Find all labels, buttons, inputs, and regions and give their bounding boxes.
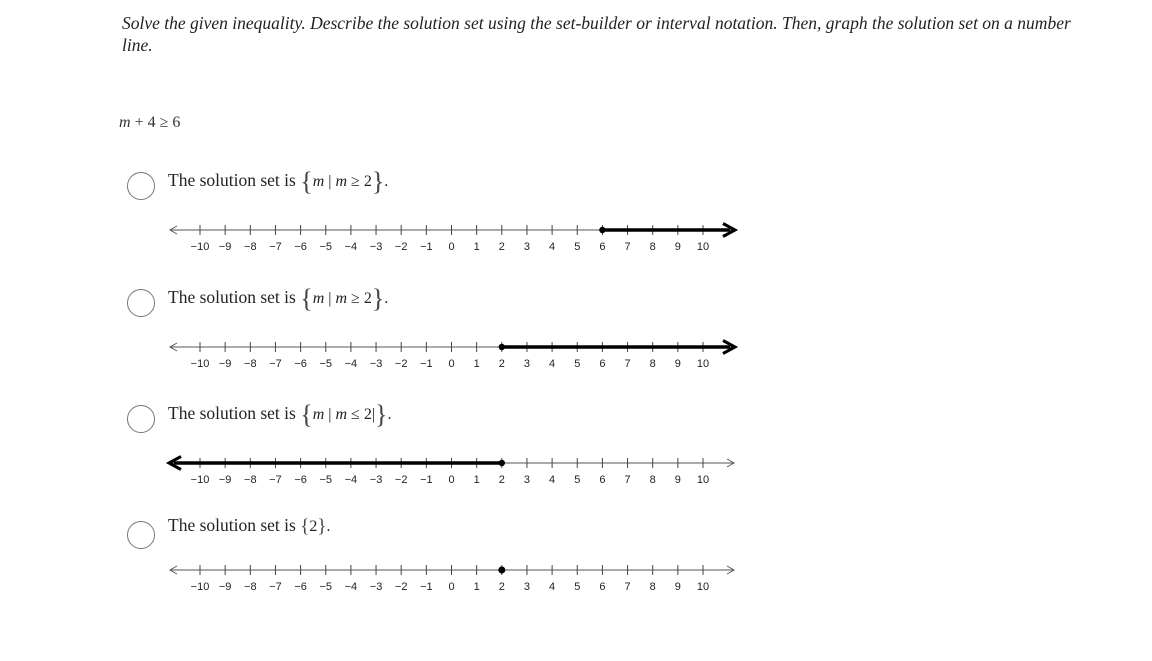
set-close-brace: } (371, 284, 385, 313)
tick-label: −8 (244, 358, 257, 370)
tick-label: −7 (269, 581, 282, 593)
tick-label: −7 (269, 358, 282, 370)
tick-label: 5 (574, 581, 581, 593)
radio-option-2[interactable] (127, 289, 155, 317)
tick-label: −10 (190, 358, 210, 370)
tick-label: 8 (649, 241, 656, 253)
tick-label: 4 (549, 581, 556, 593)
option-2-set (300, 284, 389, 313)
set-tail: . (326, 518, 331, 535)
tick-label: 5 (574, 358, 581, 370)
tick-label: −5 (319, 241, 333, 253)
set-bar: | (324, 290, 336, 307)
answer-option-2 (0, 283, 1152, 393)
tick-label: 10 (696, 474, 710, 486)
tick-label: 10 (696, 581, 710, 593)
set-var2: m (335, 290, 348, 307)
tick-label: 6 (599, 241, 606, 253)
radio-option-4[interactable] (127, 521, 155, 549)
solution-endpoint (499, 344, 505, 350)
tick-label: −3 (369, 241, 383, 253)
option-4-set (300, 518, 330, 535)
set-tail: . (387, 406, 392, 423)
set-open-brace: { (300, 284, 313, 313)
answer-option-1 (0, 166, 1152, 276)
tick-label: −3 (369, 474, 383, 486)
tick-label: 7 (624, 581, 631, 593)
tick-label: 2 (498, 474, 505, 486)
tick-label: −1 (420, 241, 433, 253)
option-1-prefix: The solution set is (168, 170, 301, 190)
tick-label: 2 (498, 241, 505, 253)
tick-label: 4 (549, 241, 556, 253)
set-tail: . (384, 290, 389, 307)
option-1-text (168, 167, 388, 197)
tick-label: −3 (369, 581, 383, 593)
tick-label: −5 (319, 581, 333, 593)
tick-label: −1 (420, 474, 433, 486)
tick-label: 0 (448, 358, 455, 370)
tick-label: 2 (498, 581, 505, 593)
tick-label: 9 (674, 358, 681, 370)
radio-option-1[interactable] (127, 172, 155, 200)
tick-label: 2 (498, 358, 505, 370)
set-var2: m (335, 406, 348, 423)
tick-label: −1 (420, 358, 433, 370)
tick-label: −8 (244, 581, 257, 593)
tick-label: −2 (394, 358, 408, 370)
set-close-brace: } (317, 516, 327, 537)
set-value: 2 (309, 518, 318, 535)
tick-label: −8 (244, 474, 257, 486)
tick-label: −6 (294, 241, 307, 253)
tick-label: 1 (473, 241, 480, 253)
set-close-brace: } (375, 400, 388, 429)
tick-label: 3 (523, 581, 531, 593)
tick-label: −2 (394, 241, 408, 253)
set-var: m (312, 173, 325, 190)
tick-label: 6 (599, 581, 606, 593)
set-var: m (312, 290, 325, 307)
tick-label: 5 (574, 241, 581, 253)
tick-label: −10 (190, 581, 210, 593)
set-relation: ≥ 2 (347, 290, 372, 307)
set-open-brace: { (300, 167, 313, 196)
tick-label: −9 (218, 581, 232, 593)
number-line-option-3 (160, 451, 750, 489)
tick-label: 3 (523, 241, 531, 253)
option-1-set (300, 167, 389, 196)
tick-label: 9 (674, 581, 681, 593)
tick-label: −5 (319, 474, 333, 486)
tick-label: −4 (344, 474, 358, 486)
set-open-brace: { (300, 516, 310, 537)
tick-label: −9 (218, 358, 232, 370)
tick-label: 0 (448, 581, 455, 593)
set-open-brace: { (300, 400, 313, 429)
tick-label: 0 (448, 241, 455, 253)
tick-label: −9 (218, 241, 232, 253)
tick-label: −4 (344, 581, 358, 593)
tick-label: 5 (574, 474, 581, 486)
number-line-option-4 (160, 558, 750, 596)
answer-option-3 (0, 399, 1152, 509)
tick-label: 9 (674, 474, 681, 486)
tick-label: 7 (624, 241, 631, 253)
tick-label: 10 (696, 358, 710, 370)
problem-rest: + 4 ≥ 6 (130, 114, 181, 131)
set-bar: | (324, 173, 336, 190)
tick-label: −4 (344, 358, 358, 370)
set-tail: . (384, 173, 389, 190)
instructions: Solve the given inequality. Describe the solution set using the set-builder or interval notation. Then, graph the solution set on a number line. (122, 13, 1071, 55)
option-2-text (168, 284, 388, 314)
tick-label: −10 (190, 474, 210, 486)
set-relation: ≥ 2 (347, 173, 372, 190)
option-2-prefix: The solution set is (168, 287, 301, 307)
tick-label: −8 (244, 241, 257, 253)
tick-label: −9 (218, 474, 232, 486)
tick-label: 3 (523, 474, 531, 486)
set-bar: | (324, 406, 336, 423)
tick-label: 3 (523, 358, 531, 370)
tick-label: −6 (294, 474, 307, 486)
answer-option-4 (0, 514, 1152, 624)
tick-label: −2 (394, 581, 408, 593)
problem-inequality (119, 114, 180, 132)
number-line-option-1 (160, 218, 750, 256)
solution-endpoint (599, 227, 605, 233)
tick-label: 7 (624, 474, 631, 486)
tick-label: 4 (549, 474, 556, 486)
tick-label: −6 (294, 358, 307, 370)
set-var: m (312, 406, 325, 423)
tick-label: 8 (649, 358, 656, 370)
radio-option-3[interactable] (127, 405, 155, 433)
tick-label: −3 (369, 358, 383, 370)
tick-label: −4 (344, 241, 358, 253)
tick-label: 10 (696, 241, 710, 253)
option-3-prefix: The solution set is (168, 403, 301, 423)
tick-label: −10 (190, 241, 210, 253)
tick-label: 1 (473, 358, 480, 370)
tick-label: −2 (394, 474, 408, 486)
tick-label: −6 (294, 581, 307, 593)
set-relation: ≤ 2| (347, 406, 376, 423)
tick-label: 4 (549, 358, 556, 370)
tick-label: 9 (674, 241, 681, 253)
tick-label: −5 (319, 358, 333, 370)
tick-label: 8 (649, 474, 656, 486)
tick-label: 6 (599, 358, 606, 370)
tick-label: −7 (269, 474, 282, 486)
tick-label: 7 (624, 358, 631, 370)
tick-label: −1 (420, 581, 433, 593)
tick-label: 6 (599, 474, 606, 486)
tick-label: 1 (473, 474, 480, 486)
set-close-brace: } (371, 167, 385, 196)
number-line-option-2 (160, 335, 750, 373)
tick-label: 0 (448, 474, 455, 486)
option-3-text (168, 400, 392, 430)
set-var2: m (335, 173, 348, 190)
problem-variable: m (119, 114, 131, 131)
option-4-prefix: The solution set is (168, 515, 301, 535)
tick-label: 8 (649, 581, 656, 593)
option-4-text (168, 515, 330, 538)
solution-endpoint (499, 460, 505, 466)
tick-label: 1 (473, 581, 480, 593)
solution-point (498, 567, 505, 574)
tick-label: −7 (269, 241, 282, 253)
option-3-set (300, 400, 392, 429)
